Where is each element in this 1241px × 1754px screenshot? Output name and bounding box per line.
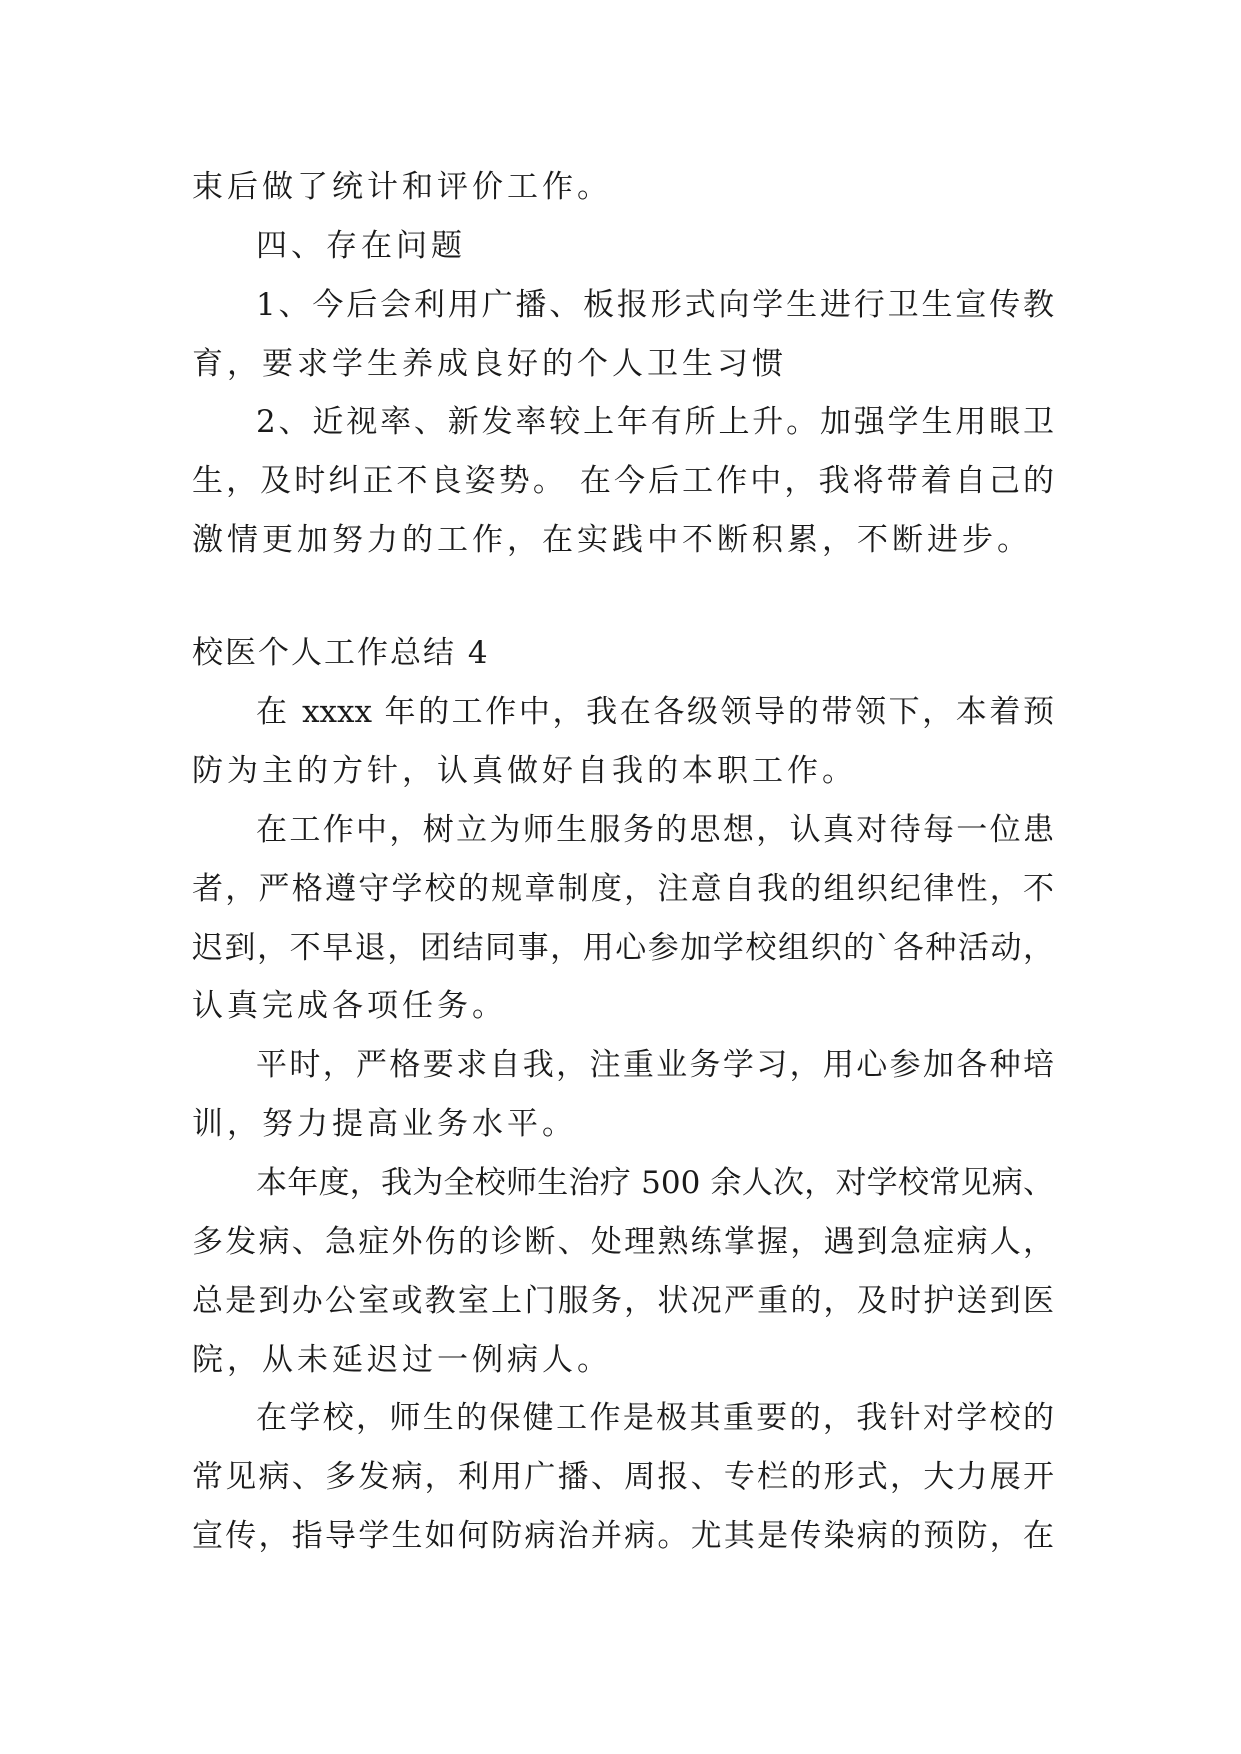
text-line: 束后做了统计和评价工作。 <box>192 169 612 205</box>
article-title: 校医个人工作总结 4 <box>192 635 490 671</box>
text-line: 总是到办公室或教室上门服务，状况严重的，及时护送到医 <box>192 1283 1054 1319</box>
text-line: 迟到，不早退，团结同事，用心参加学校组织的`各种活动， <box>192 930 1054 966</box>
text-line: 2、近视率、新发率较上年有所上升。加强学生用眼卫 <box>256 404 1054 440</box>
text-line: 常见病、多发病，利用广播、周报、专栏的形式，大力展开 <box>192 1459 1054 1495</box>
text-line: 在学校，师生的保健工作是极其重要的，我针对学校的 <box>256 1400 1054 1436</box>
text-line: 本年度，我为全校师生治疗 500 余人次，对学校常见病、 <box>256 1165 1054 1201</box>
text-line: 1、今后会利用广播、板报形式向学生进行卫生宣传教 <box>256 287 1054 323</box>
text-line: 平时，严格要求自我，注重业务学习，用心参加各种培 <box>256 1047 1054 1083</box>
text-line: 多发病、急症外伤的诊断、处理熟练掌握，遇到急症病人， <box>192 1224 1054 1260</box>
text-line: 训，努力提高业务水平。 <box>192 1106 577 1142</box>
text-line: 院，从未延迟过一例病人。 <box>192 1342 612 1378</box>
section-heading: 四、存在问题 <box>256 228 466 264</box>
text-line: 在 xxxx 年的工作中，我在各级领导的带领下，本着预 <box>256 694 1054 730</box>
text-line: 认真完成各项任务。 <box>192 988 507 1024</box>
text-line: 育，要求学生养成良好的个人卫生习惯 <box>192 346 787 382</box>
text-line: 激情更加努力的工作，在实践中不断积累，不断进步。 <box>192 522 1032 558</box>
text-line: 防为主的方针，认真做好自我的本职工作。 <box>192 753 857 789</box>
text-line: 生，及时纠正不良姿势。 在今后工作中，我将带着自己的 <box>192 463 1054 499</box>
text-line: 宣传，指导学生如何防病治并病。尤其是传染病的预防，在 <box>192 1518 1054 1554</box>
text-line: 在工作中，树立为师生服务的思想，认真对待每一位患 <box>256 812 1054 848</box>
text-line: 者，严格遵守学校的规章制度，注意自我的组织纪律性，不 <box>192 871 1054 907</box>
